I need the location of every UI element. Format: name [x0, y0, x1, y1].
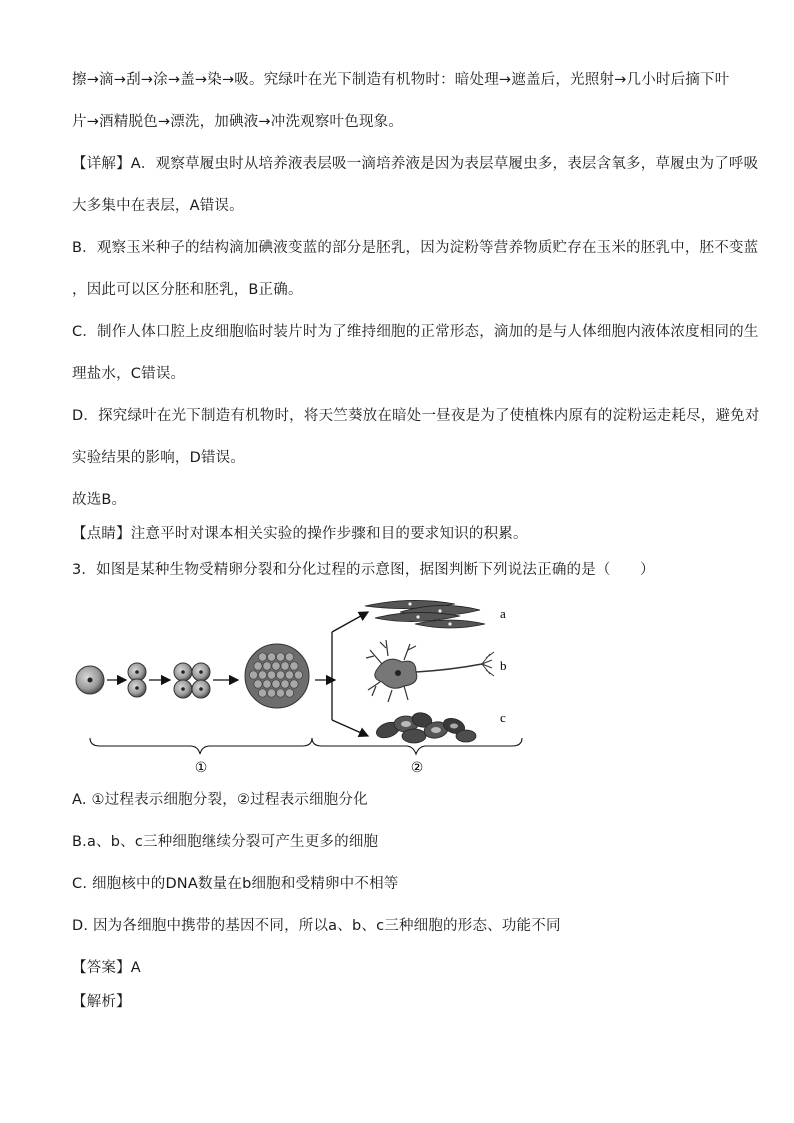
cluster-cell [272, 662, 280, 670]
option-a: A. ①过程表示细胞分裂，②过程表示细胞分化 [72, 792, 368, 808]
cluster-cell [263, 680, 271, 688]
text-line: ，因此可以区分胚和胚乳，B正确。 [72, 282, 303, 298]
cluster-cell [254, 680, 262, 688]
answer-line: 【答案】A [72, 960, 141, 976]
text-line: 擦→滴→刮→涂→盖→染→吸。究绿叶在光下制造有机物时：暗处理→遮盖后，光照射→几小时后摘下叶 [72, 72, 730, 88]
cluster-cell [258, 689, 266, 697]
cluster-cell [267, 671, 275, 679]
cluster-cell [276, 671, 284, 679]
cluster-cell [272, 680, 280, 688]
cluster-cell [285, 671, 293, 679]
comment-line: 【点睛】注意平时对课本相关实验的操作步骤和目的要求知识的积累。 [72, 526, 528, 542]
text-line: 【详解】A．观察草履虫时从培养液表层吸一滴培养液是因为表层草履虫多，表层含氧多，草履虫为了呼吸 [72, 156, 759, 172]
muscle-cells-a [365, 600, 485, 628]
arrow [332, 612, 368, 632]
cluster-cell [281, 662, 289, 670]
cluster-cell [290, 662, 298, 670]
cluster-cell [294, 671, 302, 679]
label-process-1: ① [194, 760, 208, 776]
label-process-2: ② [410, 760, 424, 776]
text-line: D．探究绿叶在光下制造有机物时，将天竺葵放在暗处一昼夜是为了使植株内原有的淀粉运走耗尽，避免对 [72, 408, 760, 424]
cluster-cell [290, 680, 298, 688]
brace-1 [90, 738, 312, 754]
cluster-cell [249, 671, 257, 679]
cluster-cell [276, 653, 284, 661]
four-cell-stage [174, 663, 210, 698]
cluster-cell [267, 653, 275, 661]
text-line: 故选B。 [72, 492, 127, 508]
cluster-cell [267, 689, 275, 697]
cluster-cell [281, 680, 289, 688]
cluster-cell [263, 662, 271, 670]
cluster-cell [258, 671, 266, 679]
option-d: D. 因为各细胞中携带的基因不同，所以a、b、c三种细胞的形态、功能不同 [72, 918, 561, 934]
arrow [332, 720, 368, 736]
text-line: 实验结果的影响，D错误。 [72, 450, 246, 466]
label-b: b [500, 658, 507, 673]
question-stem: 3．如图是某种生物受精卵分裂和分化过程的示意图，据图判断下列说法正确的是（ ） [72, 562, 655, 578]
blood-cells-c [374, 711, 476, 743]
cell-cluster [245, 644, 309, 708]
cluster-cell [254, 662, 262, 670]
cluster-cell [285, 689, 293, 697]
cluster-cell [258, 653, 266, 661]
two-cell-stage [128, 663, 146, 697]
cluster-cell [285, 653, 293, 661]
text-line: B．观察玉米种子的结构滴加碘液变蓝的部分是胚乳，因为淀粉等营养物质贮存在玉米的胚乳中，胚不变蓝 [72, 240, 759, 256]
neuron-cell-b [366, 640, 494, 702]
cluster-cell [276, 689, 284, 697]
text-line: 片→酒精脱色→漂洗，加碘液→冲洗观察叶色现象。 [72, 114, 404, 130]
zygote-cell [76, 666, 104, 694]
label-c: c [500, 710, 506, 725]
text-line: 理盐水，C错误。 [72, 366, 186, 382]
option-b: B.a、b、c三种细胞继续分裂可产生更多的细胞 [72, 834, 379, 850]
option-c: C. 细胞核中的DNA数量在b细胞和受精卵中不相等 [72, 876, 399, 892]
text-line: 大多集中在表层，A错误。 [72, 198, 244, 214]
label-a: a [500, 606, 506, 621]
cell-differentiation-figure [70, 592, 540, 782]
analysis-line: 【解析】 [72, 994, 131, 1010]
text-line: C．制作人体口腔上皮细胞临时装片时为了维持细胞的正常形态，滴加的是与人体细胞内液体浓度相同的生 [72, 324, 759, 340]
